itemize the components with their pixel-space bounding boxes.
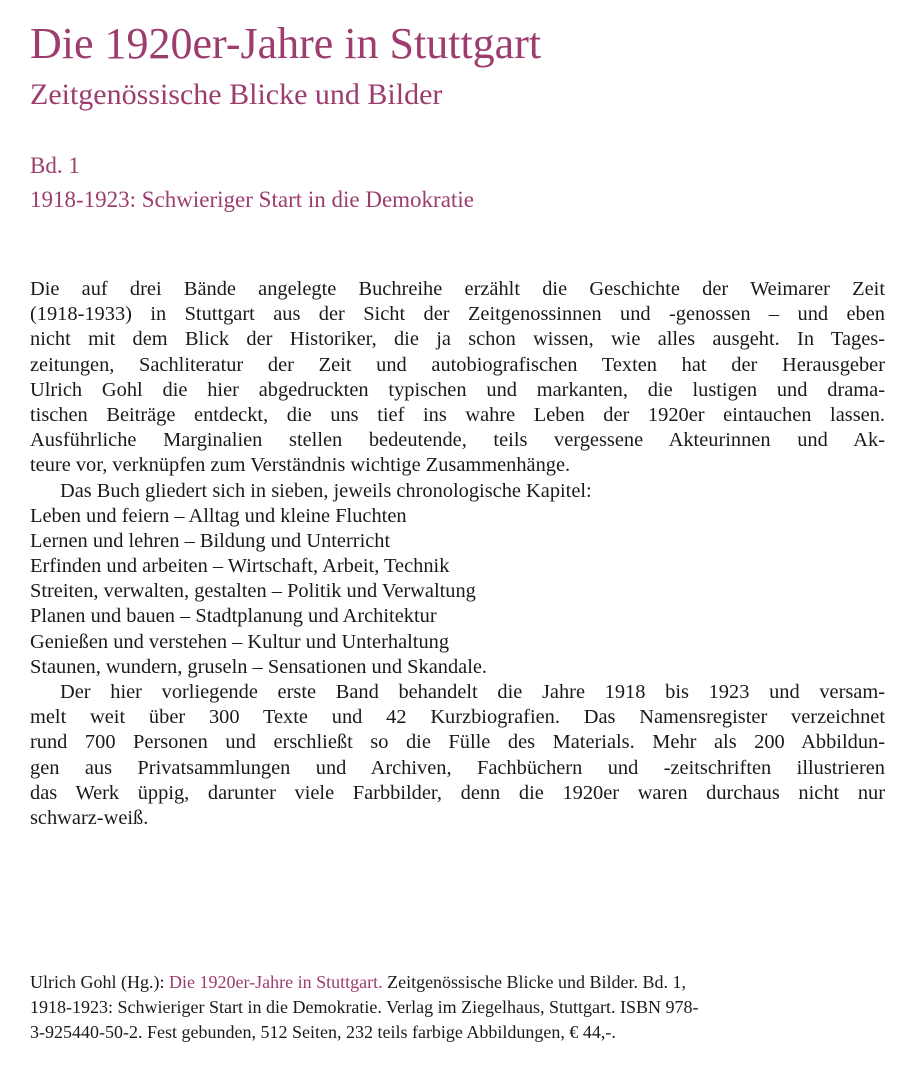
volume-title: 1918-1923: Schwieriger Start in die Demokratie — [30, 187, 474, 212]
chapter-item: Planen und bauen – Stadtplanung und Architektur — [30, 605, 437, 628]
text-line: Der hier vorliegende erste Band behandelt die Jahre 1918 bis 1923 und versam- — [60, 681, 885, 703]
bibliographic-footer — [30, 970, 885, 1045]
chapters-intro: Das Buch gliedert sich in sieben, jeweils chronologische Kapitel: — [60, 479, 592, 502]
footer-line — [30, 970, 885, 995]
chapter-item: Leben und feiern – Alltag und kleine Fluchten — [30, 504, 407, 527]
text-line: schwarz-weiß. — [30, 806, 149, 829]
chapter-item: Genießen und verstehen – Kultur und Unterhaltung — [30, 630, 450, 653]
text-line: Ausführliche Marginalien stellen bedeutende, teils vergessene Akteurinnen und Ak- — [30, 429, 885, 452]
text-line: zeitungen, Sachliteratur der Zeit und autobiografischen Texten hat der Herausgeber — [30, 353, 885, 376]
text-line: gen aus Privatsammlungen und Archiven, Fachbüchern und -zeitschriften illustrieren — [30, 756, 885, 779]
footer-line: 1918-1923: Schwieriger Start in die Demokratie. Verlag im Ziegelhaus, Stuttgart. ISBN 978- — [30, 997, 699, 1017]
text-line: das Werk üppig, darunter viele Farbbilder, denn die 1920er waren durchaus nicht nur — [30, 781, 885, 804]
chapter-item: Lernen und lehren – Bildung und Unterricht — [30, 529, 391, 552]
text-line: Die auf drei Bände angelegte Buchreihe erzählt die Geschichte der Weimarer Zeit — [30, 278, 885, 300]
footer-subtitle: Zeitgenössische Blicke und Bilder. Bd. 1, — [382, 972, 687, 992]
text-line: Ulrich Gohl die hier abgedruckten typischen und markanten, die lustigen und drama- — [30, 378, 885, 401]
chapter-item: Staunen, wundern, gruseln – Sensationen und Skandale. — [30, 655, 488, 678]
footer-book-title: Die 1920er-Jahre in Stuttgart. — [168, 972, 383, 992]
text-line: melt weit über 300 Texte und 42 Kurzbiografien. Das Namensregister verzeichnet — [30, 706, 885, 729]
text-line: (1918-1933) in Stuttgart aus der Sicht der Zeitgenossinnen und -genossen – und eben — [30, 303, 885, 326]
text-line: teure vor, verknüpfen zum Verständnis wichtige Zusammenhänge. — [30, 454, 571, 477]
chapter-list — [30, 504, 885, 680]
book-subtitle: Zeitgenössische Blicke und Bilder — [30, 78, 443, 111]
text-line: tischen Beiträge entdeckt, die uns tief ins wahre Leben der 1920er eintauchen lassen. — [30, 403, 885, 426]
chapter-item: Erfinden und arbeiten – Wirtschaft, Arbeit, Technik — [30, 555, 450, 578]
paragraph-intro — [30, 277, 885, 479]
book-title: Die 1920er-Jahre in Stuttgart — [30, 19, 542, 68]
chapter-item: Streiten, verwalten, gestalten – Politik und Verwaltung — [30, 580, 476, 603]
description-text — [30, 277, 885, 831]
text-line: rund 700 Personen und erschließt so die Fülle des Materials. Mehr als 200 Abbildun- — [30, 731, 885, 754]
text-line: nicht mit dem Blick der Historiker, die ja schon wissen, wie alles ausgeht. In Tages- — [30, 328, 885, 351]
volume-number: Bd. 1 — [30, 153, 80, 178]
paragraph-volume-details — [30, 680, 885, 831]
footer-line: 3-925440-50-2. Fest gebunden, 512 Seiten, 232 teils farbige Abbildungen, € 44,-. — [30, 1022, 616, 1042]
footer-editor: Ulrich Gohl (Hg.): — [30, 972, 169, 992]
